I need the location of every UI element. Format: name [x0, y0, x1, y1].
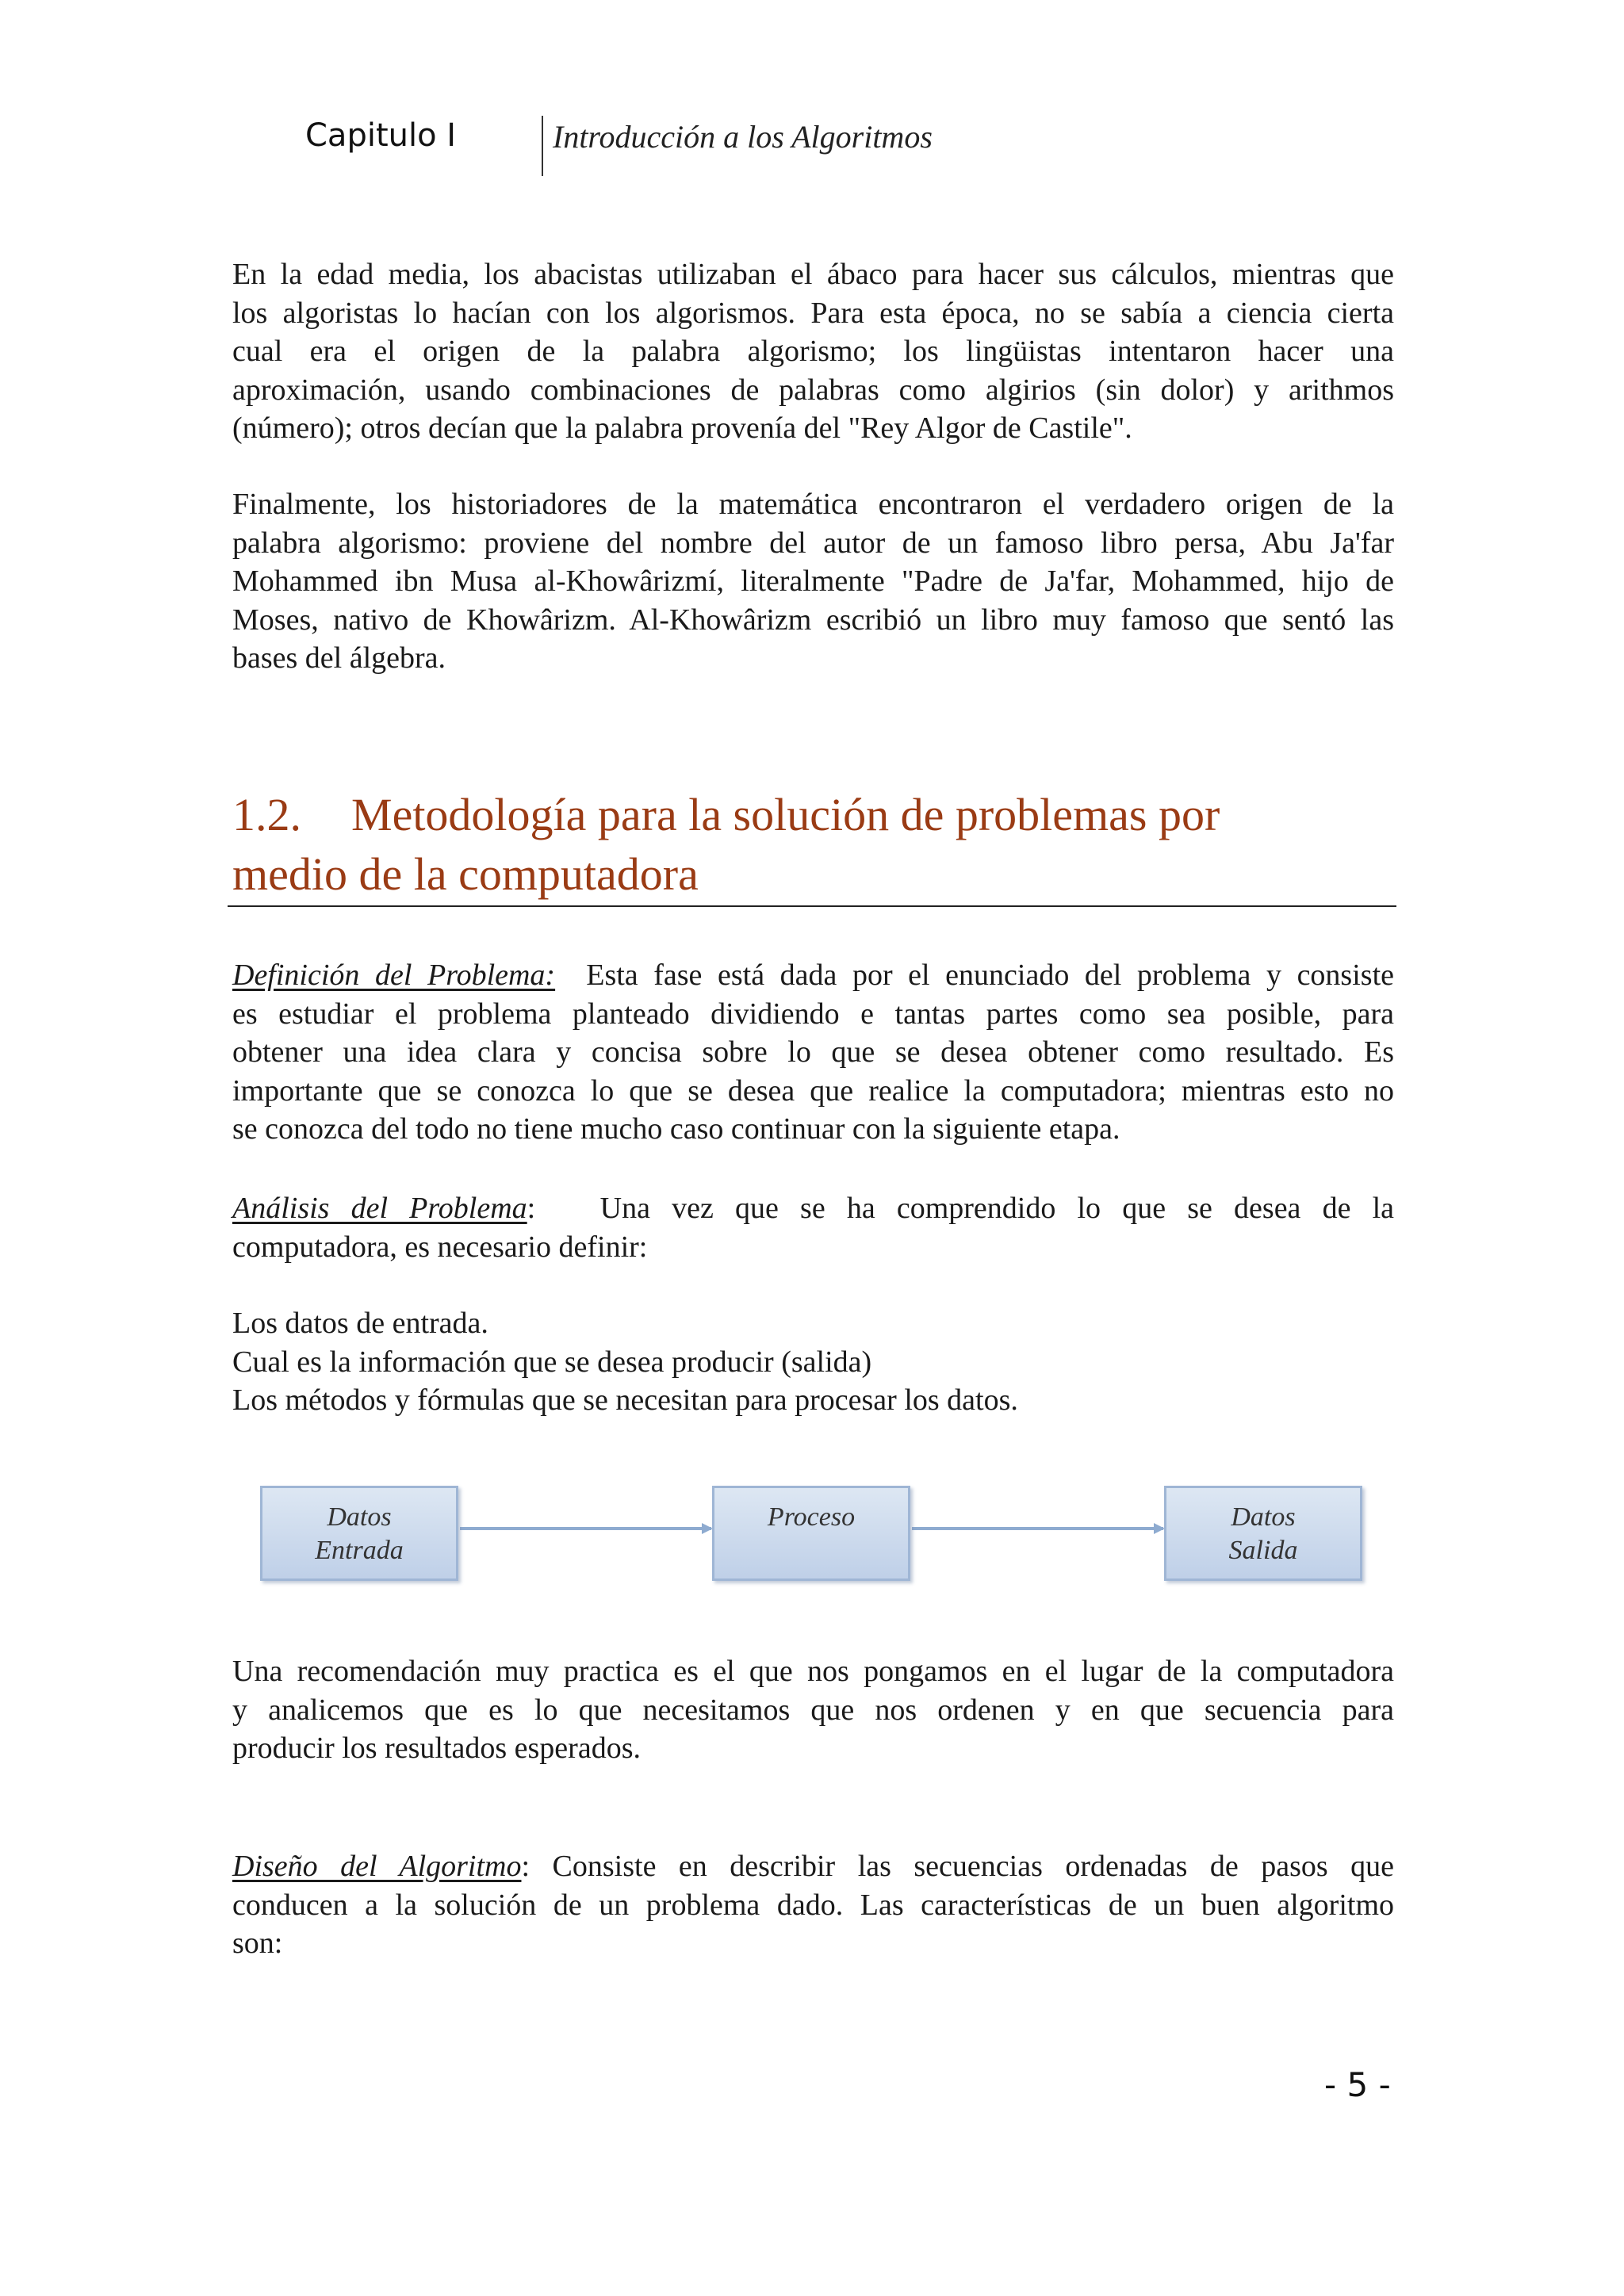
text-line: los algoristas lo hacían con los algorismos. Para esta época, no se sabía a ciencia cierta	[232, 296, 1394, 330]
diseno-colon: :	[521, 1850, 530, 1883]
box-label: Salida	[1228, 1536, 1298, 1565]
text-line: y analicemos que es lo que necesitamos que nos ordenen y en que secuencia para	[232, 1693, 1394, 1727]
section-title-text: medio de la computadora	[232, 848, 699, 900]
list-item: Los métodos y fórmulas que se necesitan para procesar los datos.	[232, 1383, 1018, 1417]
box-label: Proceso	[767, 1502, 856, 1532]
analisis-lead: Análisis del Problema	[232, 1192, 527, 1225]
section-title-text: Metodología para la solución de problemas por	[351, 789, 1220, 840]
text-line: palabra algorismo: proviene del nombre del autor de un famoso libro persa, Abu Ja'far	[232, 526, 1394, 560]
list-item: Los datos de entrada.	[232, 1307, 488, 1340]
requirements-list	[232, 1304, 1394, 1420]
text-line: aproximación, usando combinaciones de palabras como algirios (sin dolor) y arithmos	[232, 373, 1394, 407]
section-number: 1.2.	[232, 789, 301, 840]
page-number: - 5 -	[1324, 2065, 1391, 2104]
text-line: Moses, nativo de Khowârizm. Al-Khowârizm escribió un libro muy famoso que sentó las	[232, 603, 1394, 637]
paragraph-definicion	[232, 956, 1394, 1149]
text-line	[232, 1189, 1394, 1228]
diseno-lead: Diseño del Algoritmo	[232, 1850, 522, 1883]
text-line: conducen a la solución de un problema dado. Las características de un buen algoritmo	[232, 1888, 1394, 1922]
paragraph-historiadores	[232, 485, 1394, 678]
text-line	[232, 956, 1394, 995]
text-fragment: Una vez que se ha comprendido lo que se desea de la	[599, 1192, 1395, 1225]
box-proceso	[712, 1486, 910, 1581]
text-line: son:	[232, 1927, 283, 1960]
box-datos-salida	[1164, 1486, 1362, 1581]
definicion-lead: Definición del Problema:	[232, 959, 556, 992]
text-line: Una recomendación muy practica es el que nos pongamos en el lugar de la computadora	[232, 1655, 1394, 1688]
text-line	[232, 1847, 1394, 1886]
paragraph-recomendacion	[232, 1652, 1394, 1768]
box-datos-entrada	[260, 1486, 458, 1581]
text-line: (número); otros decían que la palabra provenía del "Rey Algor de Castile".	[232, 411, 1132, 445]
box-label: Datos	[327, 1502, 392, 1532]
text-line: cual era el origen de la palabra algorismo; los lingüistas intentaron hacer una	[232, 335, 1394, 368]
text-line: es estudiar el problema planteado dividiendo e tantas partes como sea posible, para	[232, 997, 1394, 1031]
text-line: En la edad media, los abacistas utilizaban el ábaco para hacer sus cálculos, mientras que	[232, 258, 1394, 291]
paragraph-analisis	[232, 1189, 1394, 1266]
header-chapter: Capitulo I	[305, 117, 457, 154]
text-fragment: Esta fase está dada por el enunciado del problema y consiste	[586, 959, 1394, 992]
box-label: Entrada	[315, 1536, 404, 1565]
section-rule	[228, 905, 1396, 907]
text-line: se conozca del todo no tiene mucho caso continuar con la siguiente etapa.	[232, 1112, 1120, 1146]
section-heading	[232, 785, 1394, 904]
text-line: importante que se conozca lo que se desea que realice la computadora; mientras esto no	[232, 1073, 1394, 1108]
text-line: computadora, es necesario definir:	[232, 1230, 648, 1264]
section-heading-line	[232, 785, 1394, 844]
text-line: Mohammed ibn Musa al-Khowârizmí, literalmente "Padre de Ja'far, Mohammed, hijo de	[232, 564, 1394, 598]
list-item: Cual es la información que se desea producir (salida)	[232, 1345, 872, 1379]
text-line: bases del álgebra.	[232, 641, 446, 675]
header-divider	[542, 116, 543, 176]
analisis-colon: :	[527, 1192, 536, 1225]
paragraph-abacistas	[232, 255, 1394, 448]
text-line: obtener una idea clara y concisa sobre lo que se desea obtener como resultado. Es	[232, 1035, 1394, 1069]
text-line: Finalmente, los historiadores de la matemática encontraron el verdadero origen de la	[232, 488, 1394, 521]
text-line: producir los resultados esperados.	[232, 1732, 641, 1765]
header-title: Introducción a los Algoritmos	[553, 119, 933, 155]
text-fragment: Consiste en describir las secuencias ordenadas de pasos que	[552, 1850, 1395, 1883]
box-label: Datos	[1231, 1502, 1296, 1532]
paragraph-diseno	[232, 1847, 1394, 1963]
